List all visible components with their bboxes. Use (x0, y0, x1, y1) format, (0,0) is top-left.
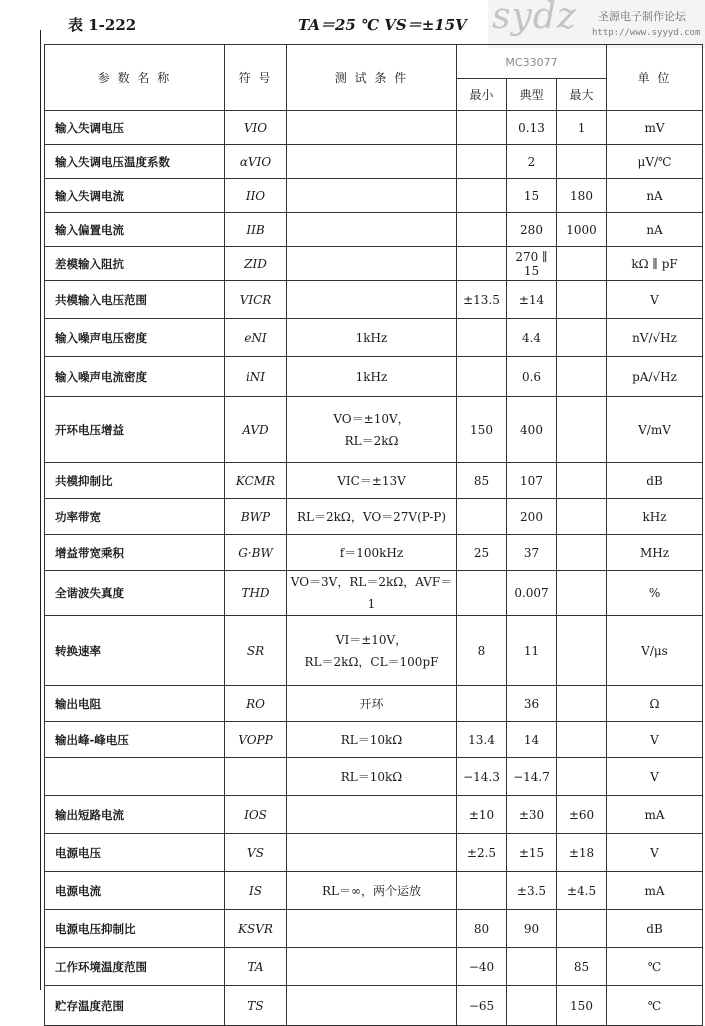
typ-value-cell: 2 (507, 145, 557, 179)
param-name-cell: 开环电压增益 (45, 397, 225, 463)
typ-value-cell: ±15 (507, 834, 557, 872)
condition-cell (287, 910, 457, 948)
watermark-site-name: 圣源电子制作论坛 (598, 10, 686, 23)
unit-cell: mA (607, 796, 703, 834)
min-value-cell: 85 (457, 463, 507, 499)
header-param-name: 参 数 名 称 (45, 45, 225, 111)
condition-cell (287, 111, 457, 145)
param-name-cell: 电源电流 (45, 872, 225, 910)
max-value-cell: 85 (557, 948, 607, 986)
table-row (45, 686, 703, 722)
condition-cell (287, 616, 457, 686)
symbol-cell: IS (225, 872, 287, 910)
symbol-cell: THD (225, 571, 287, 616)
condition-cell (287, 281, 457, 319)
max-value-cell: ±18 (557, 834, 607, 872)
param-name-cell: 输入噪声电压密度 (45, 319, 225, 357)
max-value-cell (557, 463, 607, 499)
condition-cell: RL＝∞，两个运放 (287, 872, 457, 910)
unit-cell: nV/√Hz (607, 319, 703, 357)
condition-line-2: RL＝2kΩ (344, 433, 399, 448)
min-value-cell: −40 (457, 948, 507, 986)
param-name-cell: 功率带宽 (45, 499, 225, 535)
max-value-cell (557, 319, 607, 357)
unit-cell: kHz (607, 499, 703, 535)
typ-value-cell: 400 (507, 397, 557, 463)
symbol-cell: G·BW (225, 535, 287, 571)
min-value-cell (457, 213, 507, 247)
chip-model-label: MC33077 (505, 55, 558, 69)
unit-cell: dB (607, 910, 703, 948)
max-value-cell: ±60 (557, 796, 607, 834)
condition-line-1: VI＝±10V， (335, 632, 408, 647)
watermark-url: http://www.syyyd.com (592, 28, 701, 38)
condition-cell: RL＝2kΩ，VO＝27V(P-P) (287, 499, 457, 535)
table-row (45, 357, 703, 397)
min-value-cell: ±13.5 (457, 281, 507, 319)
symbol-cell: IIB (225, 213, 287, 247)
unit-cell: % (607, 571, 703, 616)
unit-cell: ℃ (607, 986, 703, 1026)
unit-cell: V/μs (607, 616, 703, 686)
typ-value-cell: ±14 (507, 281, 557, 319)
table-row (45, 499, 703, 535)
unit-cell: Ω (607, 686, 703, 722)
max-value-cell (557, 145, 607, 179)
max-value-cell (557, 499, 607, 535)
unit-cell: nA (607, 213, 703, 247)
symbol-cell: VOPP (225, 722, 287, 758)
symbol-cell: RO (225, 686, 287, 722)
table-row (45, 758, 703, 796)
max-value-cell (557, 535, 607, 571)
typ-value-cell: 270 ∥ 15 (507, 247, 557, 281)
max-value-cell: ±4.5 (557, 872, 607, 910)
typ-value-cell: ±30 (507, 796, 557, 834)
header-values-group (457, 45, 607, 79)
param-name-cell: 工作环境温度范围 (45, 948, 225, 986)
param-name-cell: 电源电压 (45, 834, 225, 872)
symbol-cell: VS (225, 834, 287, 872)
symbol-cell: AVD (225, 397, 287, 463)
min-value-cell: ±2.5 (457, 834, 507, 872)
max-value-cell (557, 397, 607, 463)
min-value-cell (457, 571, 507, 616)
condition-cell: VIC＝±13V (287, 463, 457, 499)
condition-cell: f＝100kHz (287, 535, 457, 571)
table-row (45, 796, 703, 834)
max-value-cell: 150 (557, 986, 607, 1026)
min-value-cell (457, 179, 507, 213)
unit-cell: V (607, 758, 703, 796)
symbol-cell: ZID (225, 247, 287, 281)
condition-cell: 1kHz (287, 357, 457, 397)
condition-cell (287, 796, 457, 834)
typ-value-cell: 0.13 (507, 111, 557, 145)
param-name-cell: 转换速率 (45, 616, 225, 686)
max-value-cell: 1 (557, 111, 607, 145)
typ-value-cell: 37 (507, 535, 557, 571)
min-value-cell (457, 686, 507, 722)
symbol-cell: SR (225, 616, 287, 686)
typ-value-cell: 15 (507, 179, 557, 213)
watermark-logo: sydz (492, 0, 577, 37)
unit-cell: kΩ ∥ pF (607, 247, 703, 281)
typ-value-cell: 90 (507, 910, 557, 948)
table-test-conditions: TA＝25 ℃ VS＝±15V (298, 16, 467, 34)
typ-value-cell: 0.6 (507, 357, 557, 397)
param-name-cell: 输入失调电压 (45, 111, 225, 145)
min-value-cell: ±10 (457, 796, 507, 834)
symbol-cell: VIO (225, 111, 287, 145)
table-row (45, 213, 703, 247)
min-value-cell: 150 (457, 397, 507, 463)
max-value-cell (557, 686, 607, 722)
table-row (45, 986, 703, 1026)
param-name-cell: 输入失调电流 (45, 179, 225, 213)
unit-cell: mA (607, 872, 703, 910)
symbol-cell: IIO (225, 179, 287, 213)
table-row (45, 281, 703, 319)
unit-cell: ℃ (607, 948, 703, 986)
param-name-cell: 输入失调电压温度系数 (45, 145, 225, 179)
table-row (45, 535, 703, 571)
typ-value-cell: 36 (507, 686, 557, 722)
param-name-cell: 输出峰-峰电压 (45, 722, 225, 758)
typ-value-cell: 4.4 (507, 319, 557, 357)
condition-cell: VO＝3V，RL＝2kΩ，AVF＝1 (287, 571, 457, 616)
typ-value-cell: ±3.5 (507, 872, 557, 910)
unit-cell: μV/℃ (607, 145, 703, 179)
symbol-cell: TS (225, 986, 287, 1026)
min-value-cell: −65 (457, 986, 507, 1026)
symbol-cell: KCMR (225, 463, 287, 499)
symbol-cell: αVIO (225, 145, 287, 179)
page-left-edge (40, 30, 41, 990)
unit-cell: MHz (607, 535, 703, 571)
spec-table-body (45, 111, 703, 1026)
condition-cell (287, 948, 457, 986)
symbol-cell: KSVR (225, 910, 287, 948)
table-row (45, 571, 703, 616)
header-condition: 测 试 条 件 (287, 45, 457, 111)
symbol-cell: eNI (225, 319, 287, 357)
unit-cell: dB (607, 463, 703, 499)
table-row (45, 834, 703, 872)
table-row (45, 463, 703, 499)
symbol-cell: IOS (225, 796, 287, 834)
param-name-cell: 差模输入阻抗 (45, 247, 225, 281)
header-unit: 单 位 (607, 45, 703, 111)
param-name-cell: 输入偏置电流 (45, 213, 225, 247)
typ-value-cell: 200 (507, 499, 557, 535)
param-name-cell: 输出电阻 (45, 686, 225, 722)
symbol-cell: BWP (225, 499, 287, 535)
table-row (45, 179, 703, 213)
table-row (45, 910, 703, 948)
table-row (45, 616, 703, 686)
typ-value-cell: −14.7 (507, 758, 557, 796)
condition-line-1: VO＝±10V， (333, 411, 410, 426)
spec-table (44, 44, 703, 1026)
forum-watermark (488, 0, 705, 48)
min-value-cell: 13.4 (457, 722, 507, 758)
min-value-cell: 8 (457, 616, 507, 686)
min-value-cell (457, 319, 507, 357)
param-name-cell: 输出短路电流 (45, 796, 225, 834)
symbol-cell: iNI (225, 357, 287, 397)
max-value-cell: 1000 (557, 213, 607, 247)
typ-value-cell (507, 986, 557, 1026)
min-value-cell (457, 145, 507, 179)
max-value-cell: 180 (557, 179, 607, 213)
param-name-cell: 输入噪声电流密度 (45, 357, 225, 397)
max-value-cell (557, 616, 607, 686)
unit-cell: nA (607, 179, 703, 213)
max-value-cell (557, 281, 607, 319)
unit-cell: V (607, 722, 703, 758)
typ-value-cell (507, 948, 557, 986)
table-row (45, 872, 703, 910)
table-row (45, 247, 703, 281)
condition-cell (287, 179, 457, 213)
table-row (45, 111, 703, 145)
typ-value-cell: 107 (507, 463, 557, 499)
param-name-cell: 增益带宽乘积 (45, 535, 225, 571)
unit-cell: V (607, 281, 703, 319)
condition-cell (287, 145, 457, 179)
symbol-cell: VICR (225, 281, 287, 319)
condition-line-2: RL＝2kΩ，CL＝100pF (304, 654, 439, 669)
symbol-cell: TA (225, 948, 287, 986)
min-value-cell (457, 357, 507, 397)
condition-cell: 开环 (287, 686, 457, 722)
max-value-cell (557, 910, 607, 948)
min-value-cell (457, 247, 507, 281)
table-id: 表 1-222 (68, 16, 137, 34)
param-name-cell: 电源电压抑制比 (45, 910, 225, 948)
min-value-cell: 25 (457, 535, 507, 571)
unit-cell: pA/√Hz (607, 357, 703, 397)
unit-cell: V (607, 834, 703, 872)
condition-cell (287, 247, 457, 281)
table-row (45, 319, 703, 357)
unit-cell: mV (607, 111, 703, 145)
table-row (45, 145, 703, 179)
condition-cell (287, 986, 457, 1026)
typ-value-cell: 11 (507, 616, 557, 686)
param-name-cell: 全谐波失真度 (45, 571, 225, 616)
header-symbol: 符 号 (225, 45, 287, 111)
param-name-cell: 贮存温度范围 (45, 986, 225, 1026)
max-value-cell (557, 758, 607, 796)
typ-value-cell: 0.007 (507, 571, 557, 616)
symbol-cell (225, 758, 287, 796)
condition-cell: RL＝10kΩ (287, 758, 457, 796)
min-value-cell (457, 111, 507, 145)
condition-cell: 1kHz (287, 319, 457, 357)
header-typ: 典型 (507, 79, 557, 111)
table-row (45, 397, 703, 463)
table-row (45, 948, 703, 986)
typ-value-cell: 14 (507, 722, 557, 758)
unit-cell: V/mV (607, 397, 703, 463)
header-max: 最大 (557, 79, 607, 111)
param-name-cell (45, 758, 225, 796)
min-value-cell (457, 499, 507, 535)
condition-cell (287, 834, 457, 872)
param-name-cell: 共模输入电压范围 (45, 281, 225, 319)
max-value-cell (557, 247, 607, 281)
max-value-cell (557, 357, 607, 397)
min-value-cell: 80 (457, 910, 507, 948)
max-value-cell (557, 571, 607, 616)
table-row (45, 722, 703, 758)
min-value-cell (457, 872, 507, 910)
header-min: 最小 (457, 79, 507, 111)
typ-value-cell: 280 (507, 213, 557, 247)
min-value-cell: −14.3 (457, 758, 507, 796)
condition-cell: RL＝10kΩ (287, 722, 457, 758)
param-name-cell: 共模抑制比 (45, 463, 225, 499)
condition-cell (287, 397, 457, 463)
condition-cell (287, 213, 457, 247)
max-value-cell (557, 722, 607, 758)
